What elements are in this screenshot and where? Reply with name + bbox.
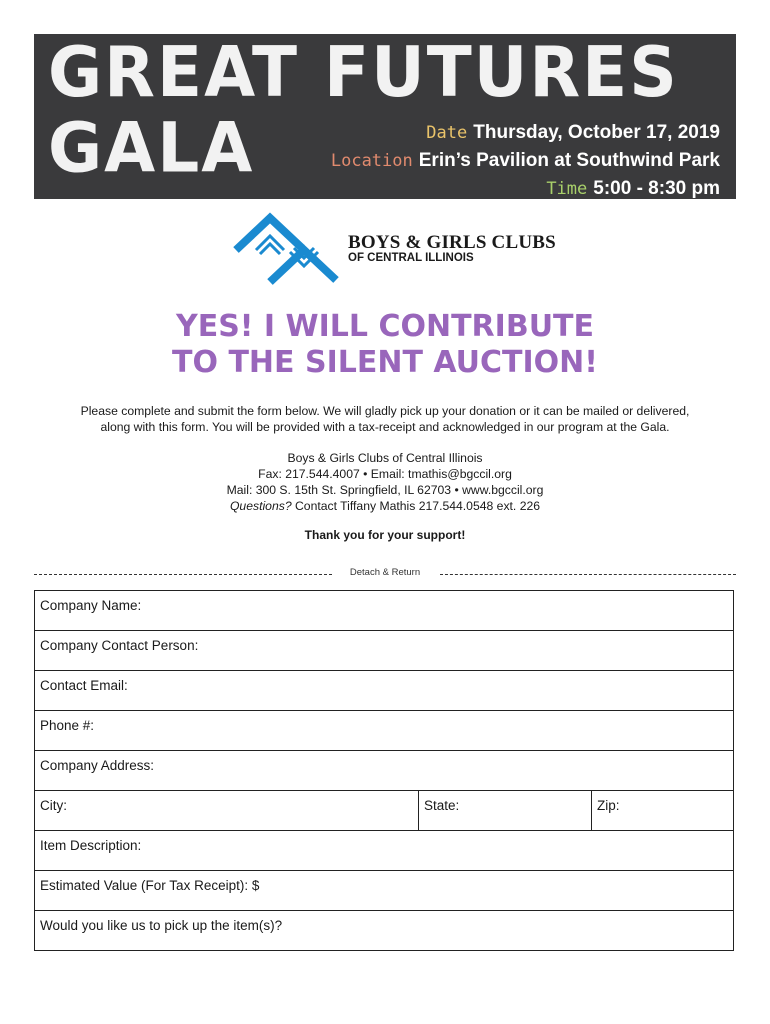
event-title-line-2: GALA [48,107,255,189]
location-value: Erin’s Pavilion at Southwind Park [418,150,720,171]
event-title-line-1: GREAT FUTURES [48,31,679,113]
date-value: Thursday, October 17, 2019 [473,122,720,143]
headline-line-1: YES! I WILL CONTRIBUTE [175,309,595,344]
company-name-field[interactable] [35,591,733,631]
estimated-value-label: Estimated Value (For Tax Receipt): $ [40,878,260,893]
contact-mail: Mail: 300 S. 15th St. Springfield, IL 62703 • www.bgccil.org [226,483,544,497]
company-address-field[interactable] [35,751,733,791]
state-label[interactable]: State: [424,798,460,813]
contact-person-field[interactable] [35,631,733,671]
contact-block [0,450,770,514]
contact-email-field[interactable] [35,671,733,711]
donation-form [34,590,734,951]
detach-dash-right [440,574,736,575]
logo-org-region: OF CENTRAL ILLINOIS [348,252,474,264]
time-label: Time [546,179,588,199]
event-location [331,147,720,175]
company-address-label: Company Address: [40,758,155,773]
contact-questions [0,498,770,514]
city-label[interactable]: City: [40,798,67,813]
event-banner [34,31,736,199]
zip-label[interactable]: Zip: [597,798,620,813]
item-description-label: Item Description: [40,838,142,853]
contact-email-label: Contact Email: [40,678,128,693]
company-name-label: Company Name: [40,598,142,613]
event-time [331,175,720,203]
contact-person-label: Company Contact Person: [40,638,199,653]
time-value: 5:00 - 8:30 pm [593,178,720,199]
intro-line-1: Please complete and submit the form below. We will gladly pick up your donation or it can be mailed or delivered, [80,404,690,418]
pickup-question-label: Would you like us to pick up the item(s)? [40,918,283,933]
state-zip-divider [591,791,592,830]
questions-text: Contact Tiffany Mathis 217.544.0548 ext. 226 [291,499,541,513]
contact-fax-email: Fax: 217.544.4007 • Email: tmathis@bgccil.org [258,467,512,481]
phone-label: Phone #: [40,718,95,733]
detach-divider [34,567,736,581]
bgc-hands-logo-icon [230,212,342,288]
city-state-divider [418,791,419,830]
logo-org-name: BOYS & GIRLS CLUBS [348,232,556,253]
bgc-logo [230,212,556,288]
questions-label: Questions? [229,499,292,513]
phone-field[interactable] [35,711,733,751]
headline-line-2: TO THE SILENT AUCTION! [172,345,598,380]
item-description-field[interactable] [35,831,733,871]
pickup-question-field[interactable] [35,911,733,951]
estimated-value-field[interactable] [35,871,733,911]
intro-line-2: along with this form. You will be provided with a tax-receipt and acknowledged in our program at the Gala. [100,420,670,434]
contact-org: Boys & Girls Clubs of Central Illinois [287,451,483,465]
thank-you-text: Thank you for your support! [304,528,466,542]
city-state-zip-row [35,791,733,831]
date-label: Date [426,123,468,143]
event-date [331,119,720,147]
detach-label: Detach & Return [349,567,421,578]
location-label: Location [330,151,413,171]
intro-paragraph [40,403,730,435]
event-info [331,119,720,203]
